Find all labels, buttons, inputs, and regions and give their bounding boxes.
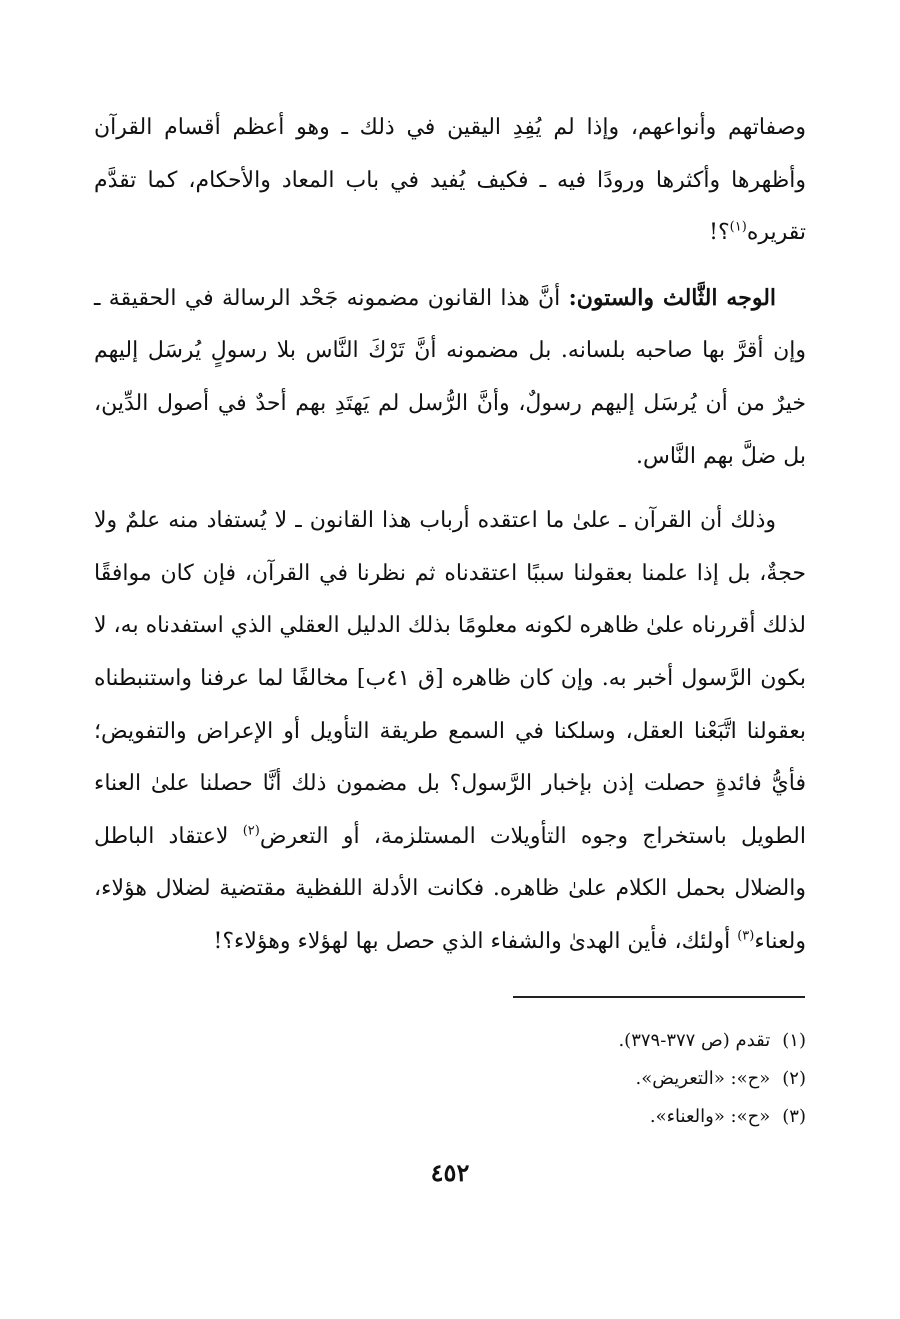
footnote-3 <box>306 1098 806 1136</box>
footnote-ref-2: (٢) <box>242 823 260 839</box>
footnote-1 <box>306 1022 806 1060</box>
page-number: ٤٥٢ <box>430 1158 470 1187</box>
footnote-2-number: (٢) <box>782 1068 806 1089</box>
paragraph-3-text-b: لاعتقاد الباطل والضلال بحمل الكلام علىٰ ظاهره. فكانت الأدلة اللفظية مقتضية لضلال هؤلاء، ولعناء <box>94 823 806 954</box>
paragraph-2-heading: الوجه الثَّالث والستون: <box>568 284 777 311</box>
footnote-2-text: «ح»: «التعريض». <box>635 1068 771 1089</box>
footnote-ref-3: (٣) <box>737 928 755 944</box>
paragraph-1-tail: ؟! <box>709 220 730 246</box>
footnotes <box>306 1022 806 1136</box>
paragraph-2 <box>94 272 806 483</box>
main-text <box>94 102 806 981</box>
paragraph-3-text-a: وذلك أن القرآن ـ علىٰ ما اعتقده أرباب هذا القانون ـ لا يُستفاد منه علمٌ ولا حجةٌ، بل إذا علمنا بعقولنا سببًا اعتقدناه ثم نظرنا في القرآن، فإن كان موافقًا لذلك أقررناه علىٰ ظاهره لكونه معلومًا بذلك الدليل العقلي الذي استفدناه به، لا بكون الرَّسول أخبر به. وإن كان ظاهره [ق ٤١ب] مخالفًا لما عرفنا واستنبطناه بعقولنا اتَّبَعْنا العقل، وسلكنا في السمع طريقة التأويل أو الإعراض والتفويض؛ فأيُّ فائدةٍ حصلت إذن بإخبار الرَّسول؟ بل مضمون ذلك أنَّا حصلنا علىٰ العناء الطويل باستخراج وجوه التأويلات المستلزمة، أو التعرض <box>94 508 806 849</box>
footnote-2 <box>306 1060 806 1098</box>
paragraph-1 <box>94 102 806 260</box>
paragraph-1-text: وصفاتهم وأنواعهم، وإذا لم يُفِدِ اليقين في ذلك ـ وهو أعظم أقسام القرآن وأظهرها وأكثرها ورودًا فيه ـ فكيف يُفيد في باب المعاد والأحكام، كما تقدَّم تقريره <box>94 115 806 246</box>
paragraph-3-text-c: أولئك، فأين الهدىٰ والشفاء الذي حصل بها لهؤلاء وهؤلاء؟! <box>213 928 738 954</box>
footnote-ref-1: (١) <box>729 219 747 235</box>
paragraph-2-text: أنَّ هذا القانون مضمونه جَحْد الرسالة في الحقيقة ـ وإن أقرَّ بها صاحبه بلسانه. بل مضمونه أنَّ تَرْكَ النَّاس بلا رسولٍ يُرسَل إليهم خيرٌ من أن يُرسَل إليهم رسولٌ، وأنَّ الرُّسل لم يَهتَدِ بهم أحدٌ في أصول الدِّين، بل ضلَّ بهم النَّاس. <box>94 285 806 469</box>
footnote-separator <box>513 996 805 998</box>
footnote-1-text: تقدم (ص ٣٧٧-٣٧٩). <box>618 1030 771 1051</box>
footnote-3-text: «ح»: «والعناء». <box>649 1106 771 1127</box>
paragraph-3 <box>94 495 806 968</box>
footnote-1-number: (١) <box>782 1030 806 1051</box>
footnote-3-number: (٣) <box>782 1106 806 1127</box>
